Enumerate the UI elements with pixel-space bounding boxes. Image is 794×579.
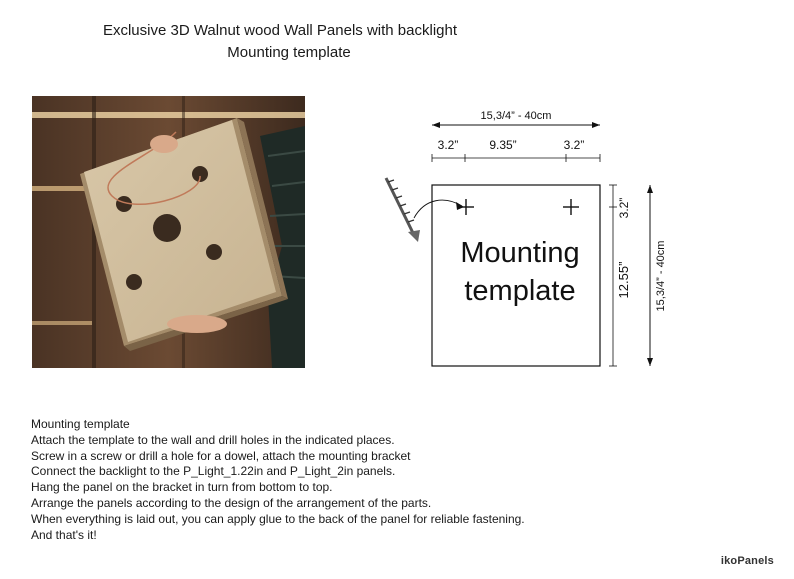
instruction-step: Arrange the panels according to the design of the arrangement of the parts. xyxy=(31,495,432,510)
instructions-block xyxy=(31,417,631,543)
title-line-2: Mounting template xyxy=(227,44,351,61)
overall-width-label: 15,3/4” - 40cm xyxy=(480,110,552,122)
instruction-step: Connect the backlight to the P_Light_1.22in and P_Light_2in panels. xyxy=(31,464,396,479)
instruction-step: When everything is laid out, you can apply glue to the back of the panel for reliable fastening. xyxy=(31,511,525,526)
instruction-step: Screw in a screw or drill a hole for a dowel, attach the mounting bracket xyxy=(31,448,411,463)
instruction-step: Attach the template to the wall and drill holes in the indicated places. xyxy=(31,432,395,447)
mounting-template-diagram xyxy=(370,100,700,380)
product-photo xyxy=(32,96,305,368)
template-label-line-1: Mounting xyxy=(460,237,580,269)
title-line-1: Exclusive 3D Walnut wood Wall Panels with backlight xyxy=(102,22,458,39)
instruction-step: And that's it! xyxy=(31,527,97,542)
page-title xyxy=(0,20,560,64)
top-offset-label: 3.2” xyxy=(617,197,631,219)
middle-span-label: 9.35” xyxy=(489,138,517,152)
instructions-heading: Mounting template xyxy=(31,417,130,431)
overall-height-label: 15,3/4” - 40cm xyxy=(655,240,667,312)
left-offset-label: 3.2” xyxy=(437,138,459,152)
right-offset-label: 3.2” xyxy=(563,138,585,152)
screw-icon xyxy=(386,178,420,242)
brand-logo: ikoPanels xyxy=(720,555,774,567)
instruction-step: Hang the panel on the bracket in turn from bottom to top. xyxy=(31,480,333,495)
template-label-line-2: template xyxy=(464,275,576,307)
lower-span-label: 12.55” xyxy=(616,261,631,299)
